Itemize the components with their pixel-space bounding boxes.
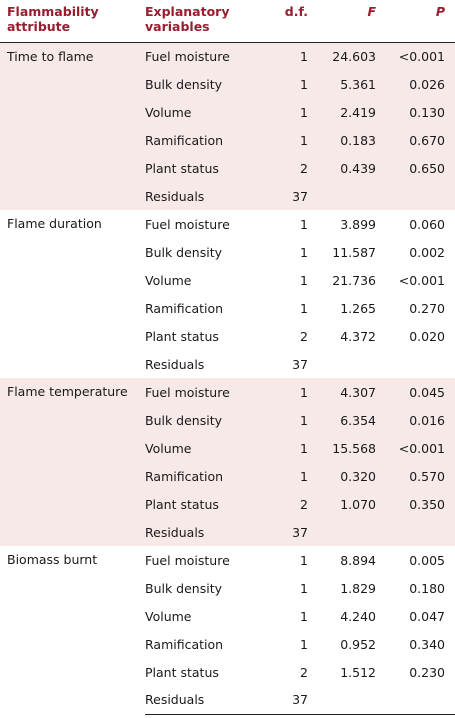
f-cell: 8.894 (310, 546, 386, 574)
p-cell: 0.230 (386, 658, 455, 686)
group-time-to-flame (0, 42, 455, 210)
p-cell (386, 182, 455, 210)
f-cell (310, 686, 386, 714)
variable-cell: Plant status (145, 658, 265, 686)
f-cell: 15.568 (310, 434, 386, 462)
variable-cell: Ramification (145, 462, 265, 490)
f-cell: 5.361 (310, 70, 386, 98)
df-cell: 2 (265, 490, 310, 518)
group-biomass-burnt (0, 546, 455, 714)
variable-cell: Plant status (145, 154, 265, 182)
variable-cell: Bulk density (145, 238, 265, 266)
variable-cell: Fuel moisture (145, 378, 265, 406)
variable-cell: Bulk density (145, 574, 265, 602)
variable-cell: Bulk density (145, 70, 265, 98)
f-cell: 0.183 (310, 126, 386, 154)
table-row (0, 210, 455, 238)
p-cell: <0.001 (386, 434, 455, 462)
p-cell: 0.350 (386, 490, 455, 518)
df-cell: 37 (265, 686, 310, 714)
f-cell (310, 518, 386, 546)
p-cell: 0.570 (386, 462, 455, 490)
f-cell: 1.829 (310, 574, 386, 602)
header-attribute: Flammability attribute (7, 4, 99, 34)
f-cell: 1.070 (310, 490, 386, 518)
p-cell: 0.016 (386, 406, 455, 434)
f-cell: 1.512 (310, 658, 386, 686)
df-cell: 1 (265, 294, 310, 322)
f-cell: 4.307 (310, 378, 386, 406)
variable-cell: Fuel moisture (145, 546, 265, 574)
attribute-label: Time to flame (0, 42, 145, 210)
p-cell: 0.180 (386, 574, 455, 602)
variable-cell: Ramification (145, 294, 265, 322)
variable-cell: Residuals (145, 182, 265, 210)
df-cell: 1 (265, 462, 310, 490)
p-cell: 0.026 (386, 70, 455, 98)
df-cell: 2 (265, 322, 310, 350)
variable-cell: Volume (145, 434, 265, 462)
df-cell: 37 (265, 182, 310, 210)
df-cell: 1 (265, 602, 310, 630)
variable-cell: Bulk density (145, 406, 265, 434)
variable-cell: Volume (145, 98, 265, 126)
df-cell: 1 (265, 98, 310, 126)
df-cell: 2 (265, 658, 310, 686)
attribute-label: Biomass burnt (0, 546, 145, 714)
header-f: F (367, 4, 376, 19)
f-cell: 6.354 (310, 406, 386, 434)
p-cell: <0.001 (386, 42, 455, 70)
f-cell: 0.439 (310, 154, 386, 182)
p-cell (386, 518, 455, 546)
df-cell: 1 (265, 406, 310, 434)
p-cell: 0.130 (386, 98, 455, 126)
variable-cell: Plant status (145, 322, 265, 350)
group-flame-duration (0, 210, 455, 378)
p-cell: <0.001 (386, 266, 455, 294)
df-cell: 37 (265, 518, 310, 546)
attribute-label: Flame temperature (0, 378, 145, 546)
df-cell: 1 (265, 630, 310, 658)
df-cell: 1 (265, 238, 310, 266)
table-row (0, 546, 455, 574)
df-cell: 1 (265, 266, 310, 294)
p-cell (386, 350, 455, 378)
f-cell: 11.587 (310, 238, 386, 266)
df-cell: 1 (265, 574, 310, 602)
f-cell (310, 350, 386, 378)
variable-cell: Fuel moisture (145, 210, 265, 238)
variable-cell: Residuals (145, 350, 265, 378)
df-cell: 1 (265, 378, 310, 406)
header-df: d.f. (284, 4, 308, 19)
f-cell: 3.899 (310, 210, 386, 238)
variable-cell: Ramification (145, 630, 265, 658)
p-cell: 0.005 (386, 546, 455, 574)
group-flame-temperature (0, 378, 455, 546)
variable-cell: Volume (145, 602, 265, 630)
p-cell: 0.670 (386, 126, 455, 154)
p-cell: 0.060 (386, 210, 455, 238)
f-cell: 24.603 (310, 42, 386, 70)
p-cell: 0.045 (386, 378, 455, 406)
header-variables: Explanatory variables (145, 4, 230, 34)
f-cell: 4.240 (310, 602, 386, 630)
df-cell: 1 (265, 42, 310, 70)
p-cell: 0.650 (386, 154, 455, 182)
variable-cell: Fuel moisture (145, 42, 265, 70)
table-header (0, 0, 455, 42)
variable-cell: Ramification (145, 126, 265, 154)
variable-cell: Volume (145, 266, 265, 294)
table-row (0, 378, 455, 406)
f-cell: 0.952 (310, 630, 386, 658)
variable-cell: Residuals (145, 518, 265, 546)
f-cell: 0.320 (310, 462, 386, 490)
f-cell: 4.372 (310, 322, 386, 350)
f-cell: 21.736 (310, 266, 386, 294)
p-cell: 0.002 (386, 238, 455, 266)
p-cell: 0.020 (386, 322, 455, 350)
df-cell: 1 (265, 70, 310, 98)
df-cell: 1 (265, 434, 310, 462)
p-cell: 0.340 (386, 630, 455, 658)
df-cell: 1 (265, 126, 310, 154)
f-cell: 2.419 (310, 98, 386, 126)
df-cell: 1 (265, 546, 310, 574)
header-row (0, 0, 455, 42)
attribute-label: Flame duration (0, 210, 145, 378)
header-p: P (435, 4, 445, 19)
table-row (0, 42, 455, 70)
df-cell: 37 (265, 350, 310, 378)
f-cell (310, 182, 386, 210)
variable-cell: Residuals (145, 686, 265, 714)
p-cell: 0.047 (386, 602, 455, 630)
variable-cell: Plant status (145, 490, 265, 518)
f-cell: 1.265 (310, 294, 386, 322)
df-cell: 1 (265, 210, 310, 238)
df-cell: 2 (265, 154, 310, 182)
p-cell: 0.270 (386, 294, 455, 322)
p-cell (386, 686, 455, 714)
